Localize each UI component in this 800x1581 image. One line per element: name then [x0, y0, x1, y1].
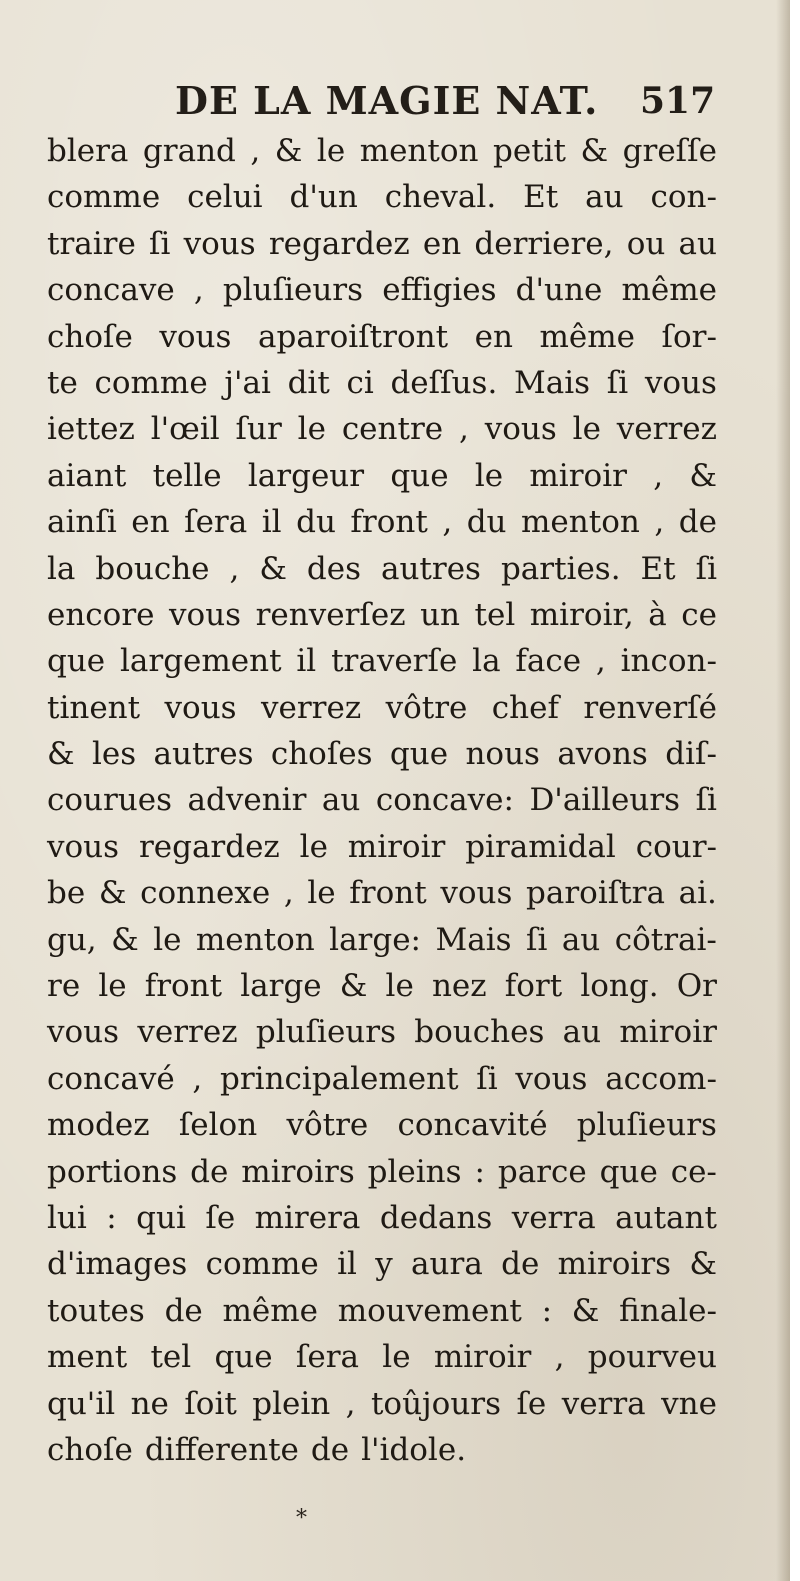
word: y	[375, 1246, 393, 1283]
word: largeur	[247, 457, 365, 494]
word: le	[98, 968, 127, 1005]
text-line	[47, 777, 717, 823]
word: nous	[465, 736, 540, 773]
word: ,	[595, 643, 606, 680]
word: plein	[252, 1385, 331, 1422]
page-header	[0, 70, 790, 130]
word: ai.	[678, 875, 717, 912]
word: vous	[484, 411, 557, 448]
word: que	[390, 457, 449, 494]
word: pluſieurs	[222, 272, 364, 309]
word: ſur	[235, 411, 282, 448]
word: gu,	[47, 921, 97, 958]
word: vous	[183, 225, 256, 262]
text-line	[47, 963, 717, 1009]
word: d'un	[289, 179, 358, 216]
word: comme	[47, 179, 161, 216]
word: pluſieurs	[255, 1014, 396, 1051]
word: tinent	[47, 689, 141, 726]
word: aura	[411, 1246, 483, 1283]
word: ſe	[205, 1199, 236, 1236]
word: miroirs	[557, 1246, 672, 1283]
word: miroir,	[529, 596, 634, 633]
word: tel	[150, 1339, 192, 1376]
word: front	[144, 968, 223, 1005]
text-line	[47, 685, 717, 731]
word: de	[164, 1292, 203, 1329]
text-line	[47, 406, 717, 452]
word: l'idole.	[361, 1431, 467, 1468]
word: côtrai-	[614, 921, 717, 958]
word: &	[98, 875, 127, 912]
word: vous	[644, 364, 717, 401]
word: en	[422, 225, 462, 262]
word: ou	[626, 225, 666, 262]
word: ,	[192, 1060, 203, 1097]
word: advenir	[187, 782, 307, 819]
text-line	[47, 1149, 717, 1195]
word: deſſus.	[390, 364, 498, 401]
word: tel	[474, 596, 516, 633]
word: menton	[521, 504, 640, 541]
word: ci	[346, 364, 374, 401]
word: fort	[504, 968, 563, 1005]
word: vous	[515, 1060, 588, 1097]
word: verra	[511, 1199, 596, 1236]
word: largement	[119, 643, 282, 680]
word: :	[474, 1153, 485, 1190]
text-line	[47, 1241, 717, 1287]
word: bouche	[95, 550, 210, 587]
word: vne	[661, 1385, 717, 1422]
word: ,	[283, 875, 294, 912]
word: petit	[493, 133, 567, 169]
word: ment	[47, 1339, 128, 1376]
word: autres	[380, 550, 481, 587]
text-line	[47, 638, 717, 684]
word: grand	[142, 133, 236, 169]
word: ſera	[184, 504, 248, 541]
word: verrez	[137, 1014, 238, 1051]
word: portions	[47, 1153, 178, 1190]
word: vous	[169, 596, 242, 633]
word: au	[562, 1014, 602, 1051]
word: piramidal	[465, 828, 616, 865]
text-line	[47, 1381, 717, 1427]
word: verrez	[260, 689, 362, 726]
text-line	[47, 174, 717, 220]
text-line	[47, 1195, 717, 1241]
word: miroir	[433, 1339, 532, 1376]
word: le	[385, 968, 414, 1005]
text-line	[47, 824, 717, 870]
word: au	[678, 225, 717, 262]
word: diſ-	[665, 736, 717, 773]
word: le	[297, 411, 326, 448]
word: avons	[557, 736, 648, 773]
body-text	[47, 128, 717, 1473]
word: ,	[554, 1339, 565, 1376]
word: comme	[205, 1246, 319, 1283]
word: &	[689, 457, 717, 494]
word: ſi	[525, 921, 548, 958]
word: ſe	[516, 1385, 547, 1422]
word: d'images	[47, 1246, 188, 1283]
word: miroir	[529, 457, 627, 494]
word: aiant	[47, 457, 127, 494]
word: finale-	[619, 1292, 717, 1329]
word: regardez	[268, 225, 410, 262]
text-line	[47, 870, 717, 916]
word: ,	[458, 411, 469, 448]
word: du	[296, 504, 336, 541]
word: ſor-	[661, 318, 717, 355]
word: ſi	[476, 1060, 498, 1097]
word: même	[222, 1292, 318, 1329]
word: il	[337, 1246, 357, 1283]
word: ſi	[606, 364, 629, 401]
word: Mais	[514, 364, 591, 401]
signature-mark: *	[296, 1506, 307, 1531]
word: ſelon	[178, 1107, 258, 1144]
word: front	[350, 504, 428, 541]
word: mouvement	[337, 1292, 522, 1329]
text-line	[47, 267, 717, 313]
word: le	[572, 411, 601, 448]
word: pourveu	[587, 1339, 717, 1376]
word: la	[472, 643, 501, 680]
word: modez	[47, 1107, 150, 1144]
word: ſoit	[184, 1385, 237, 1422]
word: pleins	[367, 1153, 462, 1190]
word: te	[47, 364, 78, 401]
word: :	[106, 1199, 117, 1236]
text-line	[47, 453, 717, 499]
word: d'une	[515, 272, 603, 309]
word: la	[47, 550, 76, 587]
word: aparoiſtront	[258, 318, 449, 355]
word: paroiſtra	[526, 875, 665, 912]
word: qui	[136, 1199, 186, 1236]
word: principalement	[220, 1060, 459, 1097]
word: ,	[193, 272, 204, 309]
word: choſe	[47, 1431, 133, 1468]
page-number: 517	[640, 80, 716, 122]
word: verrez	[616, 411, 717, 448]
word: au	[561, 921, 601, 958]
word: incon-	[620, 643, 717, 680]
word: telle	[152, 457, 222, 494]
word: &	[259, 550, 287, 587]
word: Et	[523, 179, 559, 216]
text-line	[47, 221, 717, 267]
word: de	[678, 504, 717, 541]
word: vous	[47, 1014, 120, 1051]
word: bouches	[414, 1014, 545, 1051]
word: ,	[229, 550, 240, 587]
word: toûjours	[370, 1385, 502, 1422]
word: differente	[144, 1431, 299, 1468]
word: D'ailleurs	[529, 782, 681, 819]
word: que	[599, 1153, 658, 1190]
word: &	[580, 133, 609, 169]
word: miroir	[619, 1014, 717, 1051]
word: blera	[47, 133, 129, 169]
word: connexe	[140, 875, 271, 912]
word: iettez	[47, 411, 135, 448]
word: encore	[47, 596, 155, 633]
text-line	[47, 1288, 717, 1334]
word: le	[299, 828, 328, 865]
word: renverſé	[583, 689, 717, 726]
word: celui	[187, 179, 263, 216]
word: vous	[440, 875, 513, 912]
word: ne	[130, 1385, 169, 1422]
word: menton	[359, 133, 479, 169]
word: miroir	[347, 828, 446, 865]
word: parties.	[500, 550, 621, 587]
word: concavité	[397, 1107, 548, 1144]
word: que	[389, 736, 449, 773]
word: menton	[195, 921, 315, 958]
word: dit	[287, 364, 330, 401]
word: parce	[497, 1153, 587, 1190]
word: en	[131, 504, 170, 541]
word: que	[214, 1339, 273, 1376]
word: un	[420, 596, 461, 633]
text-line	[47, 1102, 717, 1148]
text-line	[47, 917, 717, 963]
text-line	[47, 546, 717, 592]
word: que	[47, 643, 106, 680]
word: &	[571, 1292, 600, 1329]
word: Mais	[435, 921, 512, 958]
word: Et	[640, 550, 676, 587]
word: large:	[329, 921, 422, 958]
text-line	[47, 360, 717, 406]
text-line	[47, 1009, 717, 1055]
word: le	[316, 133, 346, 169]
word: chef	[491, 689, 559, 726]
word: traire	[47, 225, 136, 262]
word: ,	[442, 504, 453, 541]
word: Or	[676, 968, 717, 1005]
word: ſi	[695, 550, 717, 587]
word: de	[310, 1431, 350, 1468]
word: j'ai	[224, 364, 271, 401]
word: derriere,	[474, 225, 614, 262]
word: mirera	[254, 1199, 361, 1236]
word: au	[321, 782, 361, 819]
word: face	[515, 643, 582, 680]
word: à	[648, 596, 667, 633]
word: vous	[164, 689, 237, 726]
text-line	[47, 128, 717, 174]
word: qu'il	[47, 1385, 116, 1422]
word: de	[501, 1246, 540, 1283]
word: l'œil	[150, 411, 220, 448]
word: vôtre	[385, 689, 468, 726]
word: concave	[47, 272, 175, 309]
word: accom-	[605, 1060, 717, 1097]
text-line	[47, 1334, 717, 1380]
word: le	[153, 921, 182, 958]
word: re	[47, 968, 81, 1005]
word: ,	[653, 457, 664, 494]
word: long.	[580, 968, 659, 1005]
word: les	[91, 736, 137, 773]
text-line	[47, 1427, 717, 1473]
word: &	[689, 1246, 717, 1283]
word: traverſe	[331, 643, 458, 680]
word: ainſi	[47, 504, 117, 541]
word: cheval.	[384, 179, 497, 216]
word: renverſez	[255, 596, 406, 633]
word: cour-	[635, 828, 717, 865]
text-line	[47, 499, 717, 545]
word: verra	[561, 1385, 646, 1422]
text-line	[47, 314, 717, 360]
word: il	[296, 643, 317, 680]
word: ,	[654, 504, 665, 541]
word: vous	[159, 318, 232, 355]
word: du	[466, 504, 507, 541]
word: le	[382, 1339, 411, 1376]
word: au	[585, 179, 624, 216]
word: greſſe	[622, 133, 717, 169]
word: be	[47, 875, 86, 912]
word: même	[621, 272, 717, 309]
word: &	[111, 921, 139, 958]
word: &	[339, 968, 368, 1005]
text-line	[47, 731, 717, 777]
word: comme	[94, 364, 208, 401]
word: &	[47, 736, 75, 773]
word: courues	[47, 782, 173, 819]
word: miroirs	[241, 1153, 355, 1190]
running-title: DE LA MAGIE NAT.	[175, 78, 599, 123]
word: ce	[681, 596, 717, 633]
word: large	[240, 968, 322, 1005]
word: centre	[341, 411, 444, 448]
word: des	[306, 550, 362, 587]
word: même	[539, 318, 635, 355]
word: le	[307, 875, 336, 912]
word: en	[474, 318, 513, 355]
word: autant	[615, 1199, 717, 1236]
word: concave:	[375, 782, 514, 819]
word: con-	[650, 179, 717, 216]
word: lui	[47, 1199, 87, 1236]
word: toutes	[47, 1292, 145, 1329]
word: ſi	[149, 225, 171, 262]
word: front	[349, 875, 427, 912]
word: autres	[153, 736, 254, 773]
word: ,	[345, 1385, 356, 1422]
word: le	[474, 457, 504, 494]
page-edge-shadow	[776, 0, 790, 1581]
word: ſi	[695, 782, 717, 819]
word: de	[190, 1153, 229, 1190]
word: regardez	[138, 828, 280, 865]
word: nez	[431, 968, 487, 1005]
text-line	[47, 1056, 717, 1102]
word: &	[274, 133, 303, 169]
word: ſera	[295, 1339, 360, 1376]
word: ,	[250, 133, 261, 169]
word: concavé	[47, 1060, 175, 1097]
word: :	[541, 1292, 553, 1329]
word: choſe	[47, 318, 133, 355]
word: dedans	[379, 1199, 493, 1236]
word: pluſieurs	[576, 1107, 717, 1144]
word: choſes	[270, 736, 373, 773]
word: vous	[47, 828, 120, 865]
word: ce-	[670, 1153, 717, 1190]
word: il	[261, 504, 282, 541]
word: effigies	[382, 272, 497, 309]
text-line	[47, 592, 717, 638]
word: vôtre	[286, 1107, 369, 1144]
